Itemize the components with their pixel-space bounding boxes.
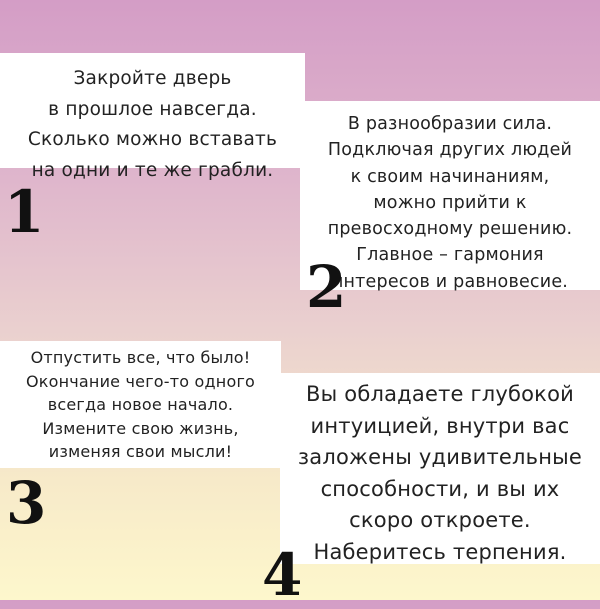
card-2-number: 2 bbox=[306, 253, 347, 321]
card-1-number: 1 bbox=[4, 178, 45, 246]
card-4-text: Вы обладаете глубокой интуицией, внутри вас заложены удивительные способности, и вы их скоро откроете. Наберитесь терпения. bbox=[297, 382, 583, 564]
card-3[interactable] bbox=[0, 341, 281, 468]
card-4[interactable] bbox=[280, 373, 600, 564]
card-2-text: В разнообразии сила. Подключая других людей к своим начинаниям, можно прийти к превосходному решению. Главное – гармония интересов и равновесие. bbox=[327, 114, 573, 292]
card-3-number: 3 bbox=[6, 469, 47, 537]
card-1-text: Закройте дверь в прошлое навсегда. Сколько можно вставать на одни и те же грабли. bbox=[27, 68, 278, 181]
card-1[interactable] bbox=[0, 53, 305, 181]
card-4-number: 4 bbox=[262, 541, 303, 609]
card-3-text: Отпустить все, что было! Окончание чего-то одного всегда новое начало. Измените свою жизнь, изменяя свои мысли! bbox=[25, 348, 256, 462]
